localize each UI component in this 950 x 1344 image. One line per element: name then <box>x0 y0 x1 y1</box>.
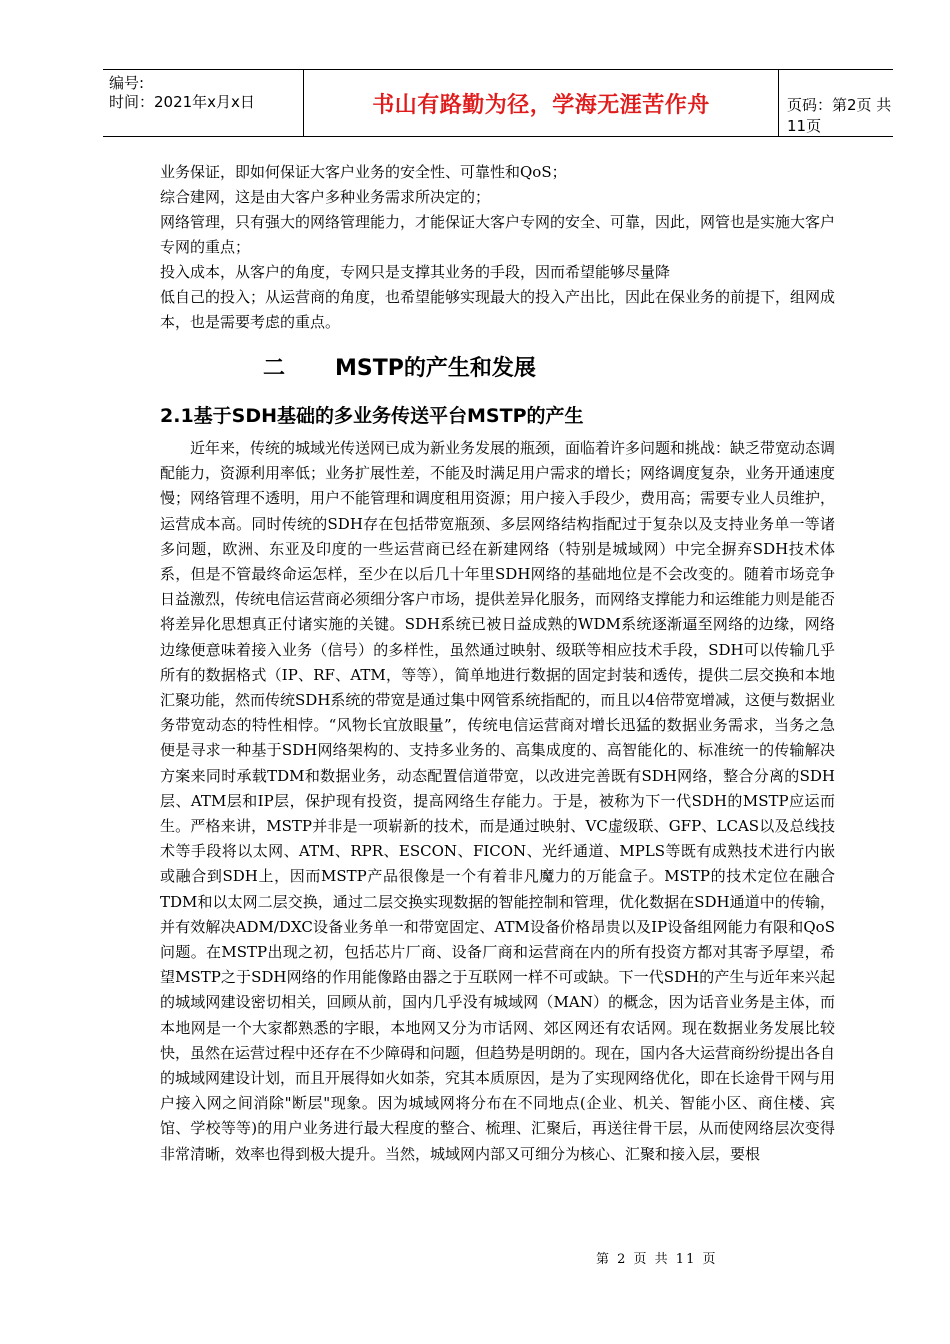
intro-line: 综合建网，这是由大客户多种业务需求所决定的； <box>160 188 491 206</box>
page-content <box>160 160 835 1167</box>
header-motto: 书山有路勤为径，学海无涯苦作舟 <box>304 70 779 136</box>
intro-line: 投入成本，从客户的角度，专网只是支撑其业务的手段，因而希望能够尽量降 <box>160 263 671 281</box>
intro-line: 网络管理，只有强大的网络管理能力，才能保证大客户专网的安全、可靠，因此，网管也是实施大客户专网的重点； <box>160 213 836 256</box>
intro-line: 低自己的投入；从运营商的角度，也希望能够实现最大的投入产出比，因此在保业务的前提下，组网成本，也是需要考虑的重点。 <box>160 288 836 331</box>
body-paragraph: 近年来，传统的城域光传送网已成为新业务发展的瓶颈，面临着许多问题和挑战：缺乏带宽动态调配能力，资源利用率低；业务扩展性差，不能及时满足用户需求的增长；网络调度复杂，业务开通速度慢；网络管理不透明，用户不能管理和调度租用资源；用户接入手段少，费用高；需要专业人员维护，运营成本高。同时传统的SDH存在包括带宽瓶颈、多层网络结构指配过于复杂以及支持业务单一等诸多问题，欧洲、东亚及印度的一些运营商已经在新建网络（特别是城域网）中完全摒弃SDH技术体系，但是不管最终命运怎样，至少在以后几十年里SDH网络的基础地位是不会改变的。随着市场竞争日益激烈，传统电信运营商必须细分客户市场，提供差异化服务，而网络支撑能力和运维能力则是能否将差异化思想真正付诸实施的关键。SDH系统已被日益成熟的WDM系统逐渐逼至网络的边缘，网络边缘便意味着接入业务（信号）的多样性，虽然通过映射、级联等相应技术手段，SDH可以传输几乎所有的数据格式（IP、RF、ATM，等等），简单地进行数据的固定封装和透传，提供二层交换和本地汇聚功能，然而传统SDH系统的带宽是通过集中网管系统指配的，而且以4倍带宽增减，这便与数据业务带宽动态的特性相悖。“风物长宜放眼量”，传统电信运营商对增长迅猛的数据业务需求，当务之急便是寻求一种基于SDH网络架构的、支持多业务的、高集成度的、高智能化的、标准统一的传输解决方案来同时承载TDM和数据业务，动态配置信道带宽，以改进完善既有SDH网络，整合分离的SDH层、ATM层和IP层，保护现有投资，提高网络生存能力。于是，被称为下一代SDH的MSTP应运而生。严格来讲，MSTP并非是一项崭新的技术，而是通过映射、VC虚级联、GFP、LCAS以及总线技术等手段将以太网、ATM、RPR、ESCON、FICON、光纤通道、MPLS等既有成熟技术进行内嵌或融合到SDH上，因而MSTP产品很像是一个有着非凡魔力的万能盒子。MSTP的技术定位在融合TDM和以太网二层交换，通过二层交换实现数据的智能控制和管理，优化数据在SDH通道中的传输，并有效解决ADM/DXC设备业务单一和带宽固定、ATM设备价格昂贵以及IP设备组网能力有限和QoS问题。在MSTP出现之初，包括芯片厂商、设备厂商和运营商在内的所有投资方都对其寄予厚望，希望MSTP之于SDH网络的作用能像路由器之于互联网一样不可或缺。下一代SDH的产生与近年来兴起的城域网建设密切相关，回顾从前，国内几乎没有城域网（MAN）的概念，因为话音业务是主体，而本地网是一个大家都熟悉的字眼，本地网又分为市话网、郊区网还有农话网。现在数据业务发展比较快，虽然在运营过程中还存在不少障碍和问题，但趋势是明朗的。现在，国内各大运营商纷纷提出各自的城域网建设计划，而且开展得如火如荼，究其本质原因，是为了实现网络优化，即在长途骨干网与用户接入网之间消除"断层"现象。因为城域网将分布在不同地点(企业、机关、智能小区、商住楼、宾馆、学校等等)的用户业务进行最大程度的整合、梳理、汇聚后，再送往骨干层，从而使网络层次变得非常清晰，效率也得到极大提升。当然，城域网内部又可细分为核心、汇聚和接入层，要根 <box>160 439 836 1163</box>
page-header <box>103 69 893 137</box>
header-meta <box>103 70 304 136</box>
section-number: 二 <box>263 356 286 381</box>
intro-line: 业务保证，即如何保证大客户业务的安全性、可靠性和QoS； <box>160 163 567 181</box>
subsection-heading: 2.1基于SDH基础的多业务传送平台MSTP的产生 <box>160 405 584 427</box>
section-title: MSTP的产生和发展 <box>335 356 536 381</box>
document-time-label: 时间：2021年x月x日 <box>109 93 255 111</box>
header-page-info: 页码：第2页 共11页 <box>787 96 892 135</box>
document-number-label: 编号: <box>109 74 145 92</box>
section-heading <box>160 351 835 387</box>
page-footer: 第 2 页 共 11 页 <box>596 1252 718 1267</box>
